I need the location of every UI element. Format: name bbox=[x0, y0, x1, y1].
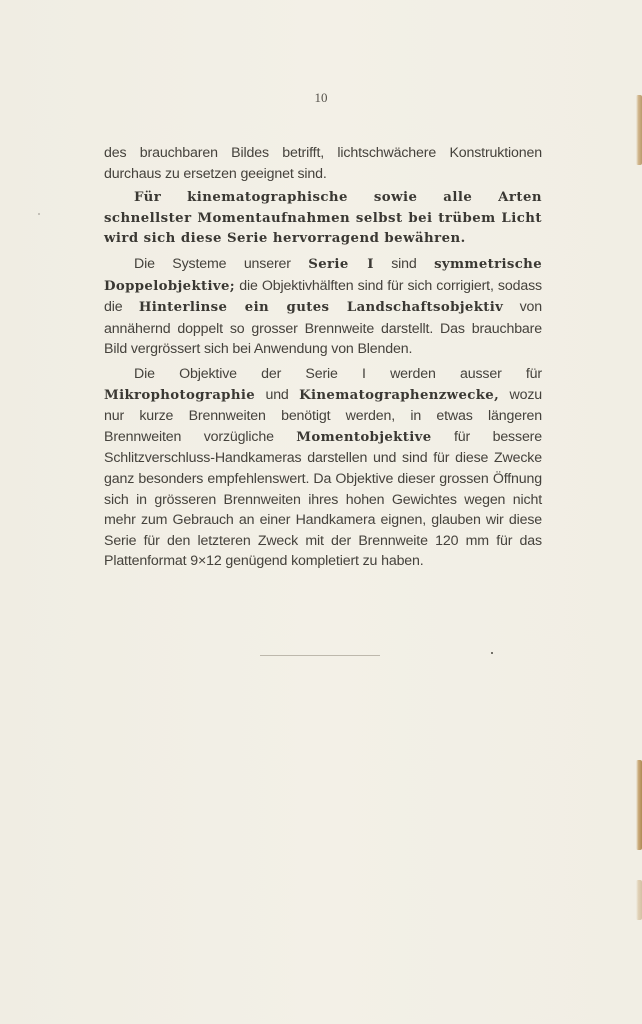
text-run: des brauchbaren Bildes betrifft, lichtschwächere Konstruktionen durchaus zu ersetzen geeignet sind. bbox=[104, 145, 542, 182]
body-text bbox=[104, 143, 542, 576]
text-run: die Objektivhälften sind für sich corrigiert, sodass die bbox=[104, 277, 542, 316]
paper-speck bbox=[491, 652, 493, 654]
paper-speck bbox=[38, 213, 40, 215]
bold-text-run: Mikrophotographie bbox=[104, 387, 256, 403]
paragraph-p2 bbox=[104, 188, 542, 250]
page-number: 10 bbox=[314, 90, 328, 105]
bold-text-run: Serie I bbox=[308, 256, 374, 272]
text-run: sind bbox=[373, 255, 435, 272]
bold-text-run: Kinematographenzwecke, bbox=[299, 387, 500, 403]
text-run: für bessere Schlitzverschluss-Handkameras darstellen und sind für diese Zwecke ganz besonders empfehlenswert. Da Objektive dieser grossen Öffnung sich in grösseren Brennweiten ihres hohen Gewichtes wegen nicht mehr zum Gebrauch an einer Handkamera eignen, glauben wir diese Serie für den letzteren Zweck mit der Brennweite 120 mm für das Plattenformat 9×12 genügend kompletiert zu haben. bbox=[104, 428, 542, 570]
paragraph-p3 bbox=[104, 254, 542, 360]
text-run: von annähernd doppelt so grosser Brennweite darstellt. Das brauchbare Bild vergrössert sich bei Anwendung von Blenden. bbox=[104, 299, 543, 358]
bold-text-run: Momentobjektive bbox=[296, 429, 432, 445]
text-run: Die Objektive der Serie I werden ausser für bbox=[134, 365, 542, 382]
text-run: wozu nur kurze Brennweiten benötigt werden, in etwas längeren Brennweiten vorzügliche bbox=[104, 386, 542, 445]
bold-text-run: Für kinematographische sowie alle Arten schnellster Momentaufnahmen selbst bei trübem Licht wird sich diese Serie hervorragend bewähren. bbox=[104, 190, 542, 247]
bold-text-run: symmetrische Doppelobjektive; bbox=[104, 256, 542, 294]
page-edge-stain bbox=[636, 880, 642, 920]
section-divider bbox=[260, 655, 380, 656]
paragraph-p4 bbox=[104, 364, 542, 572]
text-run: Die Systeme unserer bbox=[134, 255, 309, 272]
page-edge-stain bbox=[636, 760, 642, 850]
bold-text-run: Hinterlinse ein gutes Landschaftsobjektiv bbox=[138, 300, 504, 316]
text-run: und bbox=[255, 386, 300, 403]
paragraph-p1 bbox=[104, 143, 542, 184]
